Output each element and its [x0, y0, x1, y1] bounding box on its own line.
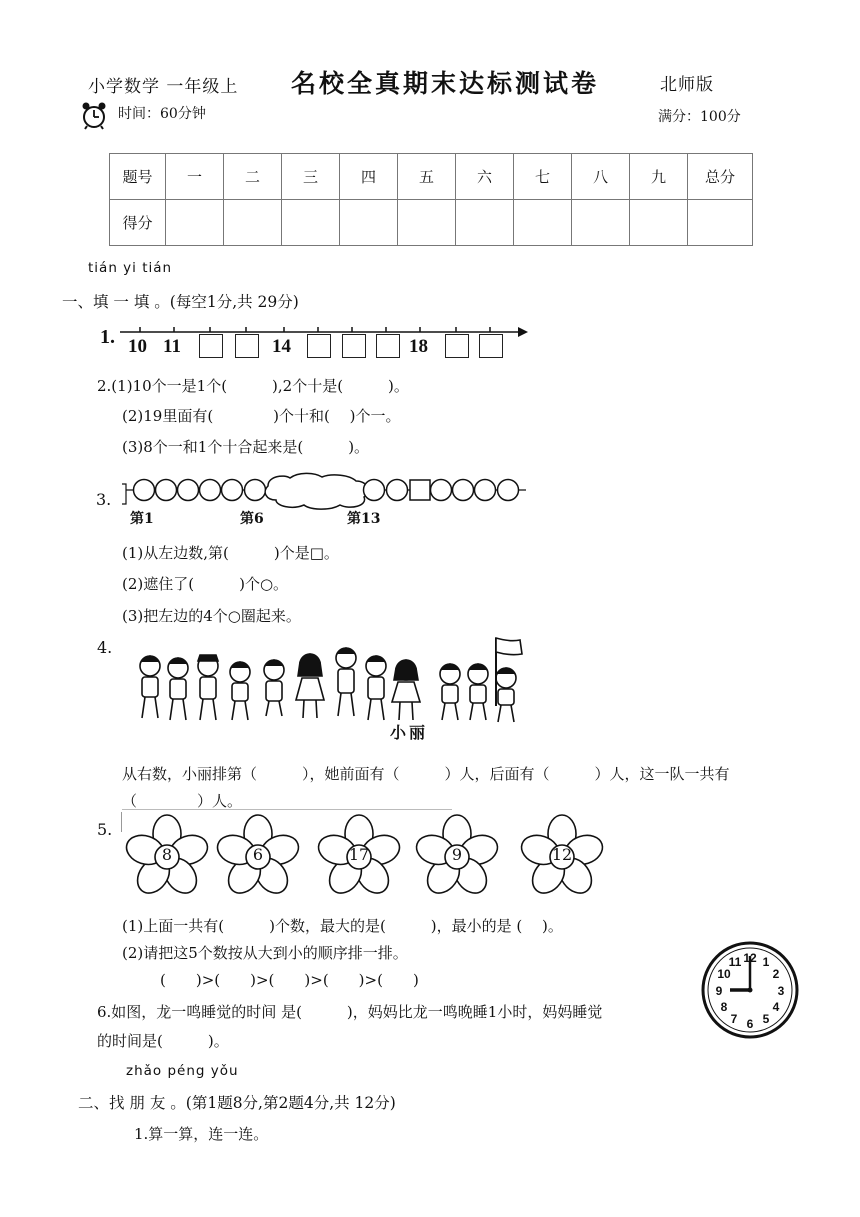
table-cell: 得分 — [110, 200, 166, 246]
clock-number: 12 — [743, 951, 757, 965]
children-queue-figure — [128, 636, 528, 728]
section2-pinyin: zhǎo péng yǒu — [126, 1063, 239, 1079]
flower-number: 8 — [161, 845, 173, 864]
clock-number: 5 — [762, 1012, 770, 1026]
bead-label: 第6 — [240, 511, 264, 527]
q3-number: 3. — [96, 490, 112, 509]
score-entry-cell[interactable] — [514, 200, 572, 246]
q2-part1: 2.(1)10个一是1个( ),2个十是( )。 — [97, 377, 409, 395]
q4-number: 4. — [97, 638, 113, 657]
q3-part3: (3)把左边的4个○圈起来。 — [122, 607, 301, 625]
score-entry-cell[interactable] — [630, 200, 688, 246]
number-line-blank-box[interactable] — [376, 334, 400, 358]
bead-label: 第13 — [347, 511, 381, 527]
q4-text-line2: （ ）人。 — [122, 792, 243, 810]
section1-pinyin: tián yi tián — [88, 260, 173, 276]
number-line-label: 10 — [128, 336, 147, 357]
q1-number: 1. — [100, 326, 115, 348]
bead-label: 第1 — [130, 511, 154, 527]
score-entry-cell[interactable] — [456, 200, 514, 246]
clock-icon — [700, 940, 800, 1040]
clock-number: 10 — [717, 967, 731, 981]
child-name-label: 小丽 — [390, 723, 429, 742]
q5-ordering-blanks: ( )>( )>( )>( )>( ) — [160, 971, 419, 989]
edition-label: 北师版 — [660, 75, 714, 95]
q5-part2: (2)请把这5个数按从大到小的顺序排一排。 — [122, 944, 408, 962]
q6-text-line2: 的时间是( )。 — [97, 1032, 229, 1050]
flower-number: 6 — [252, 845, 264, 864]
number-line-blank-box[interactable] — [199, 334, 223, 358]
score-table — [109, 153, 753, 246]
clock-number: 2 — [772, 967, 780, 981]
table-cell: 六 — [456, 154, 514, 200]
table-cell: 八 — [572, 154, 630, 200]
score-entry-cell[interactable] — [340, 200, 398, 246]
clock-number: 7 — [730, 1012, 738, 1026]
section2-title: 二、找 朋 友 。(第1题8分,第2题4分,共 12分) — [78, 1094, 396, 1112]
table-cell: 三 — [282, 154, 340, 200]
bead-row-figure — [118, 470, 530, 512]
number-line-blank-box[interactable] — [342, 334, 366, 358]
number-line-label: 18 — [409, 336, 428, 357]
table-cell: 题号 — [110, 154, 166, 200]
q4-text-line1: 从右数，小丽排第（ ），她前面有（ ）人，后面有（ ）人，这一队一共有 — [122, 765, 730, 783]
page-title: 名校全真期末达标测试卷 — [291, 69, 600, 98]
q5-part1: (1)上面一共有( )个数，最大的是( )，最小的是 ( )。 — [122, 917, 563, 935]
section1-title: 一、填 一 填 。(每空1分,共 29分) — [62, 293, 299, 311]
table-cell: 一 — [166, 154, 224, 200]
clock-number: 8 — [720, 1000, 728, 1014]
number-line-label: 11 — [163, 336, 181, 357]
score-table-header-row — [110, 154, 753, 200]
clock-number: 9 — [715, 984, 723, 998]
number-line-blank-box[interactable] — [479, 334, 503, 358]
table-cell: 七 — [514, 154, 572, 200]
score-entry-cell[interactable] — [688, 200, 753, 246]
alarm-clock-icon — [80, 100, 108, 130]
clock-number: 6 — [746, 1017, 754, 1031]
number-line-blank-box[interactable] — [235, 334, 259, 358]
full-score: 满分：100分 — [658, 109, 741, 125]
table-cell: 总分 — [688, 154, 753, 200]
q2-part2: (2)19里面有( )个十和( )个一。 — [122, 407, 401, 425]
subject-label: 小学数学 一年级上 — [88, 77, 239, 97]
number-line-blank-box[interactable] — [307, 334, 331, 358]
table-cell: 二 — [224, 154, 282, 200]
table-cell: 九 — [630, 154, 688, 200]
number-line-blank-box[interactable] — [445, 334, 469, 358]
flower-number: 12 — [551, 845, 573, 864]
clock-number: 1 — [762, 955, 770, 969]
q6-text-line1: 6.如图，龙一鸣睡觉的时间 是( )，妈妈比龙一鸣晚睡1小时，妈妈睡觉 — [97, 1003, 603, 1021]
score-entry-cell[interactable] — [224, 200, 282, 246]
score-entry-cell[interactable] — [398, 200, 456, 246]
time-limit: 时间：60分钟 — [118, 106, 206, 122]
score-entry-cell[interactable] — [282, 200, 340, 246]
section2-q1: 1.算一算，连一连。 — [134, 1125, 269, 1143]
score-table-score-row — [110, 200, 753, 246]
clock-number: 4 — [772, 1000, 780, 1014]
q3-part2: (2)遮住了( )个○。 — [122, 575, 289, 593]
number-line-label: 14 — [272, 336, 291, 357]
score-entry-cell[interactable] — [572, 200, 630, 246]
clock-number: 3 — [777, 984, 785, 998]
q3-part1: (1)从左边数,第( )个是□。 — [122, 544, 339, 562]
table-cell: 四 — [340, 154, 398, 200]
divider — [122, 809, 452, 810]
score-entry-cell[interactable] — [166, 200, 224, 246]
flower-number: 17 — [348, 845, 370, 864]
clock-number: 11 — [728, 955, 742, 969]
table-cell: 五 — [398, 154, 456, 200]
q2-part3: (3)8个一和1个十合起来是( )。 — [122, 438, 370, 456]
flower-number: 9 — [451, 845, 463, 864]
q5-number: 5. — [97, 820, 113, 839]
